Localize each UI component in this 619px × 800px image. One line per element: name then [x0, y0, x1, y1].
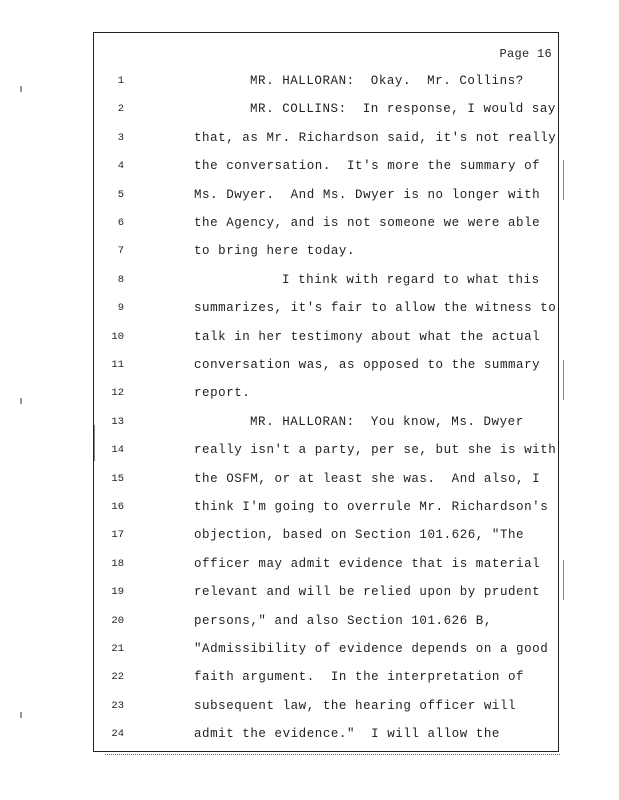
- scan-mark: [563, 560, 564, 600]
- scan-mark: [20, 86, 22, 92]
- line-number: 22: [111, 671, 124, 684]
- scan-mark: [563, 360, 564, 400]
- scan-mark: [94, 425, 95, 461]
- line-text: faith argument. In the interpretation of: [194, 670, 525, 685]
- transcript-line: [94, 724, 558, 744]
- line-number: 13: [111, 415, 124, 428]
- line-text: to bring here today.: [194, 244, 356, 259]
- scan-mark: [20, 712, 22, 718]
- line-number: 20: [111, 614, 124, 627]
- transcript-line: [94, 213, 558, 233]
- transcript-line: [94, 497, 558, 517]
- scan-mark: [20, 398, 22, 404]
- transcript-line: [94, 412, 558, 432]
- line-number: 9: [117, 302, 124, 315]
- line-text: report.: [194, 386, 251, 401]
- line-number: 8: [117, 273, 124, 286]
- line-text: persons," and also Section 101.626 B,: [194, 613, 492, 628]
- line-number: 21: [111, 643, 124, 655]
- line-text: officer may admit evidence that is material: [194, 556, 541, 571]
- line-number: 3: [117, 131, 124, 144]
- transcript-line: [94, 611, 558, 631]
- line-text: I think with regard to what this: [282, 272, 540, 287]
- line-text: the OSFM, or at least she was. And also, I: [194, 471, 541, 486]
- line-text: objection, based on Section 101.626, "The: [194, 528, 525, 543]
- line-text: think I'm going to overrule Mr. Richardson's: [194, 500, 549, 514]
- line-number: 7: [117, 245, 124, 258]
- line-number: 11: [111, 359, 124, 371]
- line-number: 14: [111, 444, 124, 457]
- line-text: summarizes, it's fair to allow the witness to: [194, 301, 557, 316]
- transcript-line: [94, 355, 558, 375]
- line-text: talk in her testimony about what the actual: [194, 329, 541, 344]
- line-number: 5: [117, 188, 124, 201]
- transcript-line: [94, 327, 558, 347]
- transcript-line: [94, 696, 558, 716]
- transcript-line: [94, 582, 558, 602]
- line-text: MR. HALLORAN: Okay. Mr. Collins?: [250, 74, 524, 88]
- transcript-line: [94, 554, 558, 574]
- transcript-line: [94, 440, 558, 460]
- page-number: Page 16: [499, 47, 552, 61]
- transcript-page: [93, 32, 559, 752]
- line-number: 24: [111, 728, 124, 741]
- line-text: admit the evidence." I will allow the: [194, 727, 500, 742]
- scan-mark: [563, 160, 564, 200]
- transcript-line: [94, 99, 558, 119]
- line-text: conversation was, as opposed to the summary: [194, 358, 541, 372]
- line-number: 12: [111, 387, 124, 400]
- line-text: subsequent law, the hearing officer will: [194, 698, 517, 713]
- transcript-line: [94, 156, 558, 176]
- line-text: the conversation. It's more the summary of: [194, 159, 541, 174]
- line-text: relevant and will be relied upon by prudent: [194, 585, 541, 600]
- line-number: 23: [111, 699, 124, 712]
- line-number: 18: [111, 557, 124, 570]
- line-number: 2: [117, 103, 124, 116]
- line-number: 16: [111, 501, 124, 513]
- line-text: MR. COLLINS: In response, I would say: [250, 102, 556, 117]
- line-text: "Admissibility of evidence depends on a good: [194, 642, 549, 656]
- transcript-line: [94, 270, 558, 290]
- transcript-line: [94, 525, 558, 545]
- line-number: 10: [111, 330, 124, 343]
- transcript-line: [94, 71, 558, 91]
- transcript-line: [94, 469, 558, 489]
- line-text: Ms. Dwyer. And Ms. Dwyer is no longer with: [194, 187, 541, 202]
- line-number: 17: [111, 529, 124, 542]
- transcript-line: [94, 383, 558, 403]
- line-text: really isn't a party, per se, but she is with: [194, 443, 557, 458]
- line-number: 4: [117, 160, 124, 173]
- transcript-line: [94, 241, 558, 261]
- transcript-line: [94, 639, 558, 659]
- transcript-line: [94, 667, 558, 687]
- line-number: 15: [111, 472, 124, 485]
- transcript-line: [94, 298, 558, 318]
- transcript-line: [94, 185, 558, 205]
- line-text: MR. HALLORAN: You know, Ms. Dwyer: [250, 414, 524, 429]
- line-text: the Agency, and is not someone we were able: [194, 216, 541, 230]
- line-number: 6: [117, 217, 124, 229]
- line-number: 1: [117, 75, 124, 87]
- transcript-line: [94, 128, 558, 148]
- line-number: 19: [111, 586, 124, 599]
- line-text: that, as Mr. Richardson said, it's not really: [194, 130, 557, 145]
- bottom-rule: [105, 754, 560, 757]
